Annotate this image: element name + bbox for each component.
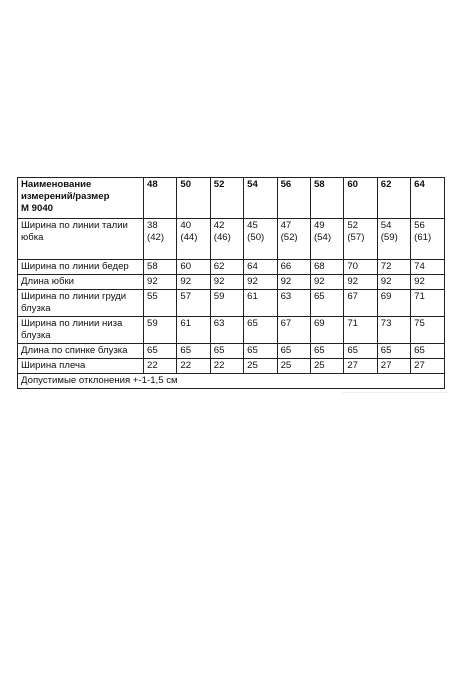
table-row <box>18 290 445 317</box>
measurement-value: 65 <box>310 344 343 359</box>
measurement-value: 49 (54) <box>310 219 343 260</box>
measurement-label: Ширина плеча <box>18 359 144 374</box>
measurement-value: 27 <box>344 359 377 374</box>
measurement-value: 65 <box>144 344 177 359</box>
size-header: 60 <box>344 178 377 219</box>
size-header: 52 <box>210 178 243 219</box>
measurement-value: 61 <box>244 290 277 317</box>
size-header: 58 <box>310 178 343 219</box>
measurement-value: 25 <box>244 359 277 374</box>
measurement-value: 71 <box>411 290 444 317</box>
measurement-value: 45 (50) <box>244 219 277 260</box>
measurement-value: 60 <box>177 260 210 275</box>
measurement-value: 22 <box>210 359 243 374</box>
measurement-value: 67 <box>277 317 310 344</box>
measurement-value: 72 <box>377 260 410 275</box>
measurement-value: 59 <box>144 317 177 344</box>
header-row <box>18 178 445 219</box>
measurement-value: 75 <box>411 317 444 344</box>
measurement-value: 66 <box>277 260 310 275</box>
table-row <box>18 260 445 275</box>
tolerance-note: Допустимые отклонения +-1-1,5 см <box>18 374 445 389</box>
measurement-value: 27 <box>377 359 410 374</box>
measurement-value: 73 <box>377 317 410 344</box>
measurement-label: Длина юбки <box>18 275 144 290</box>
measurement-value: 92 <box>377 275 410 290</box>
measurement-label: Ширина по линии груди блузка <box>18 290 144 317</box>
footnote-row <box>18 374 445 389</box>
measurement-value: 27 <box>411 359 444 374</box>
table-row <box>18 359 445 374</box>
table-row <box>18 344 445 359</box>
table-row <box>18 275 445 290</box>
measurement-value: 92 <box>411 275 444 290</box>
measurement-value: 38 (42) <box>144 219 177 260</box>
measurement-value: 65 <box>277 344 310 359</box>
measurement-label: Длина по спинке блузка <box>18 344 144 359</box>
measurement-value: 25 <box>277 359 310 374</box>
measurement-value: 54 (59) <box>377 219 410 260</box>
size-header: 64 <box>411 178 444 219</box>
measurement-value: 63 <box>277 290 310 317</box>
measurement-value: 25 <box>310 359 343 374</box>
measurement-value: 92 <box>244 275 277 290</box>
measurement-value: 92 <box>210 275 243 290</box>
size-header: 62 <box>377 178 410 219</box>
measurement-value: 71 <box>344 317 377 344</box>
measurement-value: 65 <box>344 344 377 359</box>
measurement-value: 22 <box>144 359 177 374</box>
measurement-value: 92 <box>144 275 177 290</box>
measurement-value: 65 <box>411 344 444 359</box>
measurement-value: 65 <box>377 344 410 359</box>
measurement-label: Ширина по линии талии юбка <box>18 219 144 260</box>
measurement-value: 40 (44) <box>177 219 210 260</box>
divider-line <box>342 392 448 393</box>
measurement-value: 68 <box>310 260 343 275</box>
table-body <box>18 219 445 374</box>
size-header: 48 <box>144 178 177 219</box>
measurement-value: 92 <box>344 275 377 290</box>
measurement-label: Ширина по линии бедер <box>18 260 144 275</box>
measurement-value: 69 <box>377 290 410 317</box>
measurement-value: 92 <box>177 275 210 290</box>
measurement-value: 57 <box>177 290 210 317</box>
measurement-value: 64 <box>244 260 277 275</box>
header-label: Наименование измерений/размер М 9040 <box>18 178 144 219</box>
measurement-value: 92 <box>277 275 310 290</box>
measurement-label: Ширина по линии низа блузка <box>18 317 144 344</box>
measurement-value: 74 <box>411 260 444 275</box>
measurement-value: 58 <box>144 260 177 275</box>
measurement-value: 56 (61) <box>411 219 444 260</box>
measurement-value: 65 <box>310 290 343 317</box>
measurement-value: 63 <box>210 317 243 344</box>
measurement-value: 22 <box>177 359 210 374</box>
measurement-value: 65 <box>177 344 210 359</box>
measurement-value: 42 (46) <box>210 219 243 260</box>
size-chart-table <box>17 177 445 389</box>
measurement-value: 65 <box>244 344 277 359</box>
size-header: 54 <box>244 178 277 219</box>
table-row <box>18 219 445 260</box>
measurement-value: 65 <box>244 317 277 344</box>
measurement-value: 55 <box>144 290 177 317</box>
measurement-value: 67 <box>344 290 377 317</box>
measurement-value: 65 <box>210 344 243 359</box>
measurement-value: 62 <box>210 260 243 275</box>
measurement-value: 69 <box>310 317 343 344</box>
size-header: 50 <box>177 178 210 219</box>
measurement-value: 92 <box>310 275 343 290</box>
size-header: 56 <box>277 178 310 219</box>
measurement-value: 59 <box>210 290 243 317</box>
table-row <box>18 317 445 344</box>
measurement-value: 70 <box>344 260 377 275</box>
measurement-value: 47 (52) <box>277 219 310 260</box>
measurement-value: 52 (57) <box>344 219 377 260</box>
measurement-value: 61 <box>177 317 210 344</box>
